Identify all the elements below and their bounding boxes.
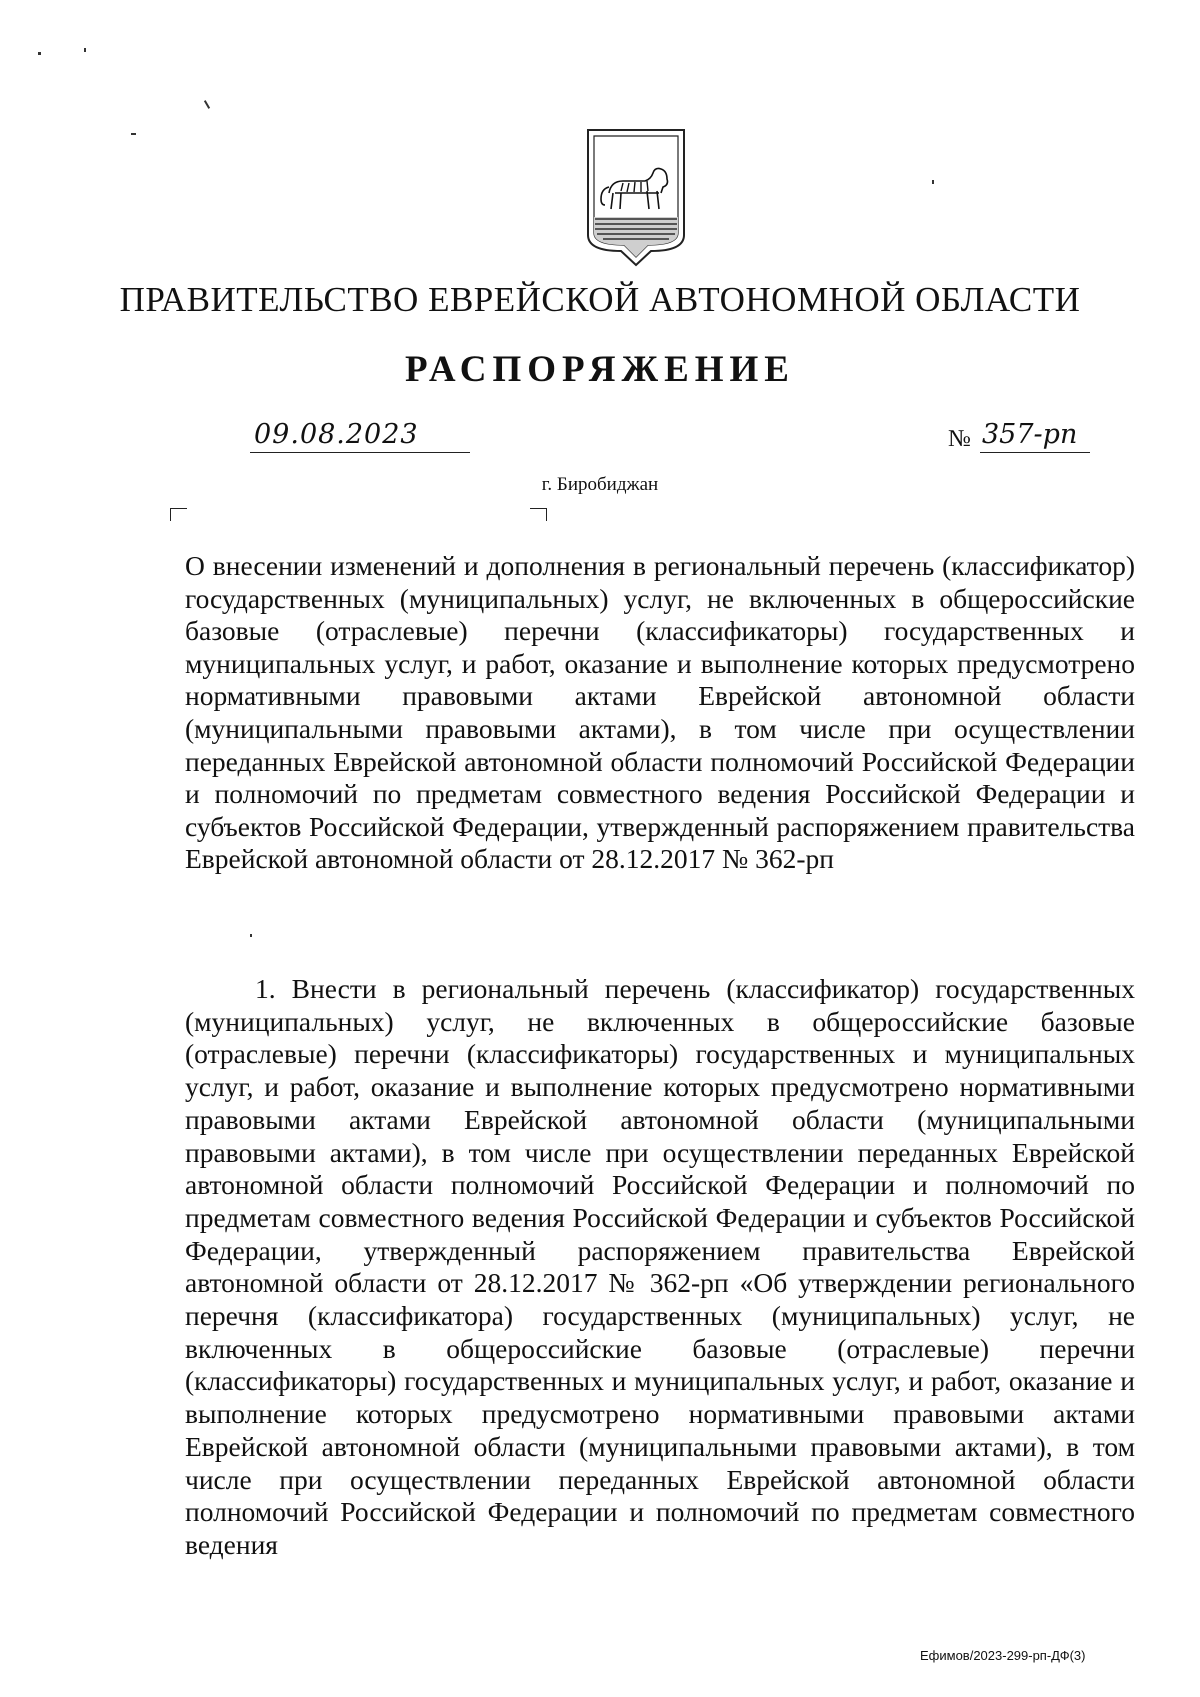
city: г. Биробиджан [541,474,659,495]
organization-name: ПРАВИТЕЛЬСТВО ЕВРЕЙСКОЙ АВТОНОМНОЙ ОБЛАСТИ [119,280,1081,319]
scan-speck [131,133,136,135]
handwritten-number: 357-рп [982,419,1078,450]
scan-speck [38,52,41,55]
coat-of-arms-icon [585,127,687,267]
paragraph-1: 1. Внести в региональный перечень (классификатор) государственных (муниципальных) услуг, не включенных в общероссийские базовые (отраслевые) перечни (классификаторы) государственных и муниципальных услуг, и работ, оказание и выполнение которых предусмотрено нормативными правовыми актами Еврейской автономной области (муниципальными правовыми актами), в том числе при осуществлении переданных Еврейской автономной области полномочий Российской Федерации и полномочий по предметам совместного ведения Российской Федерации и субъектов Российской Федерации, утвержденный распоряжением правительства Еврейской автономной области от 28.12.2017 № 362-рп «Об утверждении регионального перечня (классификатора) государственных (муниципальных) услуг, не включенных в общероссийские базовые (отраслевые) перечни (классификаторы) государственных и муниципальных услуг, и работ, оказание и выполнение которых предусмотрено нормативными правовыми актами Еврейской автономной области (муниципальными правовыми актами), в том числе при осуществлении переданных Еврейской автономной области полномочий Российской Федерации и полномочий по предметам совместного ведения [185,973,1135,1560]
number-field [980,418,1090,453]
footer-code: Ефимов/2023-299-рп-ДФ(3) [920,1648,1086,1663]
handwritten-date: 09.08.2023 [254,419,419,450]
date-field [250,418,470,453]
left-corner-mark [170,508,187,521]
document-subject: О внесении изменений и дополнения в региональный перечень (классификатор) государственных (муниципальных) услуг, не включенных в общероссийские базовые (отраслевые) перечни (классификаторы) государственных и муниципальных услуг, и работ, оказание и выполнение которых предусмотрено нормативными правовыми актами Еврейской автономной области (муниципальными правовыми актами), в том числе при осуществлении переданных Еврейской автономной области полномочий Российской Федерации и полномочий по предметам совместного ведения Российской Федерации и субъектов Российской Федерации, утвержденный распоряжением правительства Еврейской автономной области от 28.12.2017 № 362-рп [185,550,1135,875]
scan-speck [932,180,934,184]
scan-speck [84,48,86,52]
document-type: РАСПОРЯЖЕНИЕ [404,349,795,390]
scan-speck [204,100,210,109]
scan-speck [250,934,252,937]
right-corner-mark [530,508,547,521]
number-label: № [948,426,971,452]
